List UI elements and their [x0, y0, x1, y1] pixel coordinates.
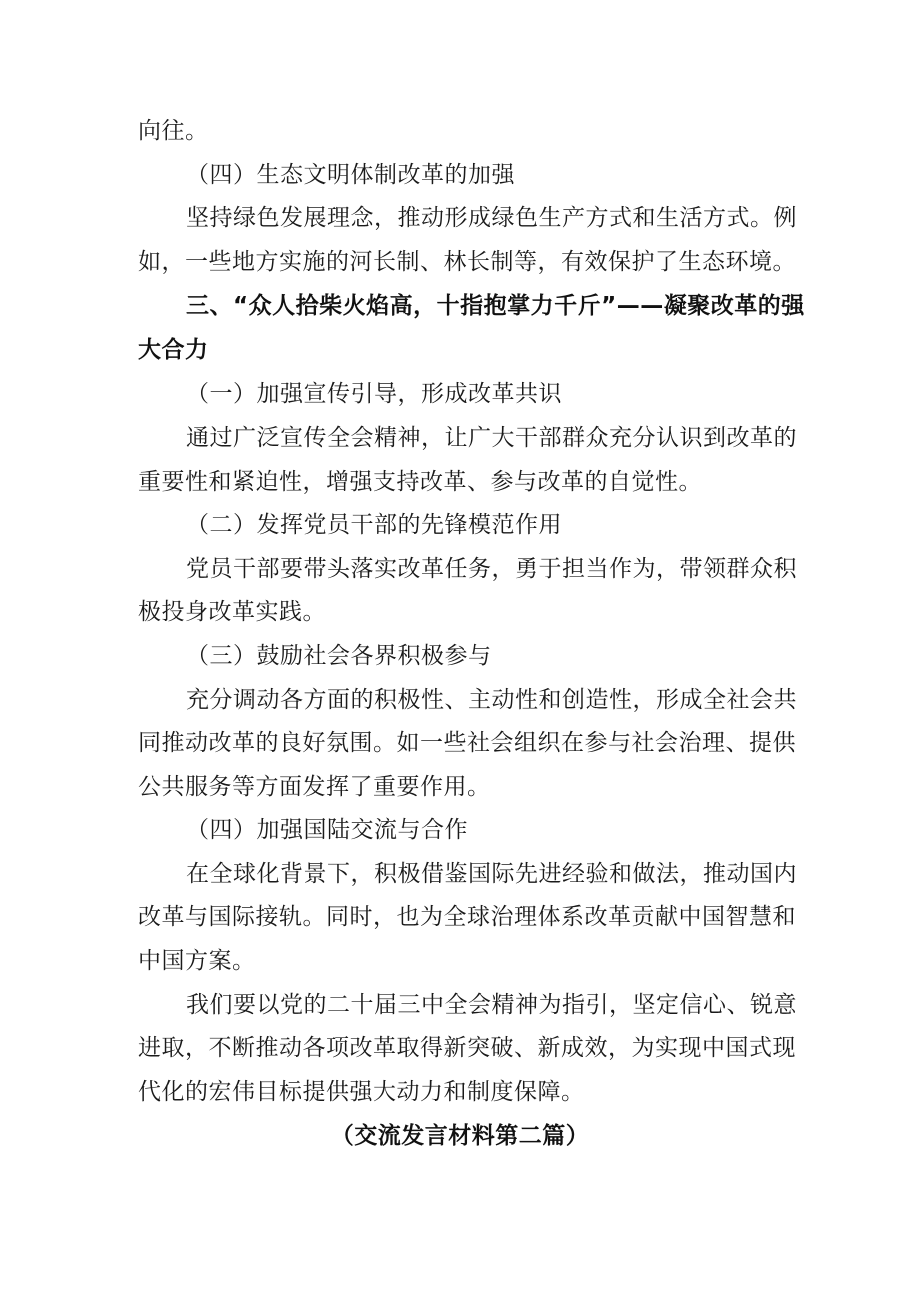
subheading-line: （四）生态文明体制改革的加强: [186, 162, 515, 188]
paragraph-line: 代化的宏伟目标提供强大动力和制度保障。: [138, 1079, 585, 1105]
paragraph-line: 充分调动各方面的积极性、主动性和创造性，形成全社会共: [186, 687, 797, 713]
paragraph-line: 我们要以党的二十届三中全会精神为指引，坚定信心、锐意: [186, 992, 797, 1018]
paragraph-line: 同推动改革的良好氛围。如一些社会组织在参与社会治理、提供: [138, 730, 796, 756]
paragraph-line: 中国方案。: [138, 948, 256, 974]
paragraph-line: 进取，不断推动各项改革取得新突破、新成效，为实现中国式现: [138, 1035, 796, 1061]
paragraph-line: 向往。: [138, 118, 209, 144]
paragraph-line: 在全球化背景下，积极借鉴国际先进经验和做法，推动国内: [186, 861, 797, 887]
paragraph-line: 极投身改革实践。: [138, 599, 326, 625]
subheading-line: （四）加强国陆交流与合作: [186, 817, 468, 843]
paragraph-line: 如，一些地方实施的河长制、林长制等，有效保护了生态环境。: [138, 249, 796, 275]
paragraph-line: 改革与国际接轨。同时，也为全球治理体系改革贡献中国智慧和: [138, 904, 796, 930]
section-heading-line: 三、“众人拾柴火焰高，十指抱掌力千斤”——凝聚改革的强: [186, 293, 805, 319]
subheading-line: （一）加强宣传引导，形成改革共识: [186, 381, 562, 407]
paragraph-line: 党员干部要带头落实改革任务，勇于担当作为，带领群众积: [186, 556, 797, 582]
paragraph-line: 重要性和紧迫性，增强支持改革、参与改革的自觉性。: [138, 469, 702, 495]
section-heading-line: 大合力: [138, 337, 209, 363]
subheading-line: （三）鼓励社会各界积极参与: [186, 643, 492, 669]
paragraph-line: 通过广泛宣传全会精神，让广大干部群众充分认识到改革的: [186, 425, 797, 451]
subheading-line: （二）发挥党员干部的先锋模范作用: [186, 512, 562, 538]
paragraph-line: 坚持绿色发展理念，推动形成绿色生产方式和生活方式。例: [186, 205, 797, 231]
paragraph-line: 公共服务等方面发挥了重要作用。: [138, 774, 491, 800]
part-title: （交流发言材料第二篇）: [330, 1123, 590, 1149]
